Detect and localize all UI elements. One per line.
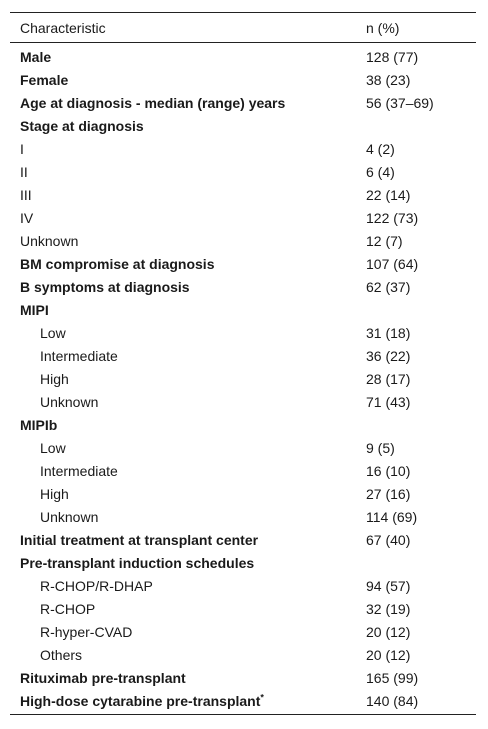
row-label: R-CHOP — [40, 600, 96, 617]
row-label: Male — [20, 48, 52, 65]
table-row — [10, 91, 476, 114]
row-label-cell — [10, 344, 355, 367]
header-row — [10, 13, 476, 43]
row-label: Female — [20, 71, 69, 88]
row-label-cell — [10, 643, 355, 666]
row-label: BM compromise at diagnosis — [20, 255, 215, 272]
table-row — [10, 43, 476, 69]
row-label: High-dose cytarabine pre-transplant — [20, 692, 261, 709]
row-label-cell — [10, 574, 355, 597]
row-value: 38 (23) — [366, 71, 411, 88]
table-row — [10, 390, 476, 413]
row-value — [355, 298, 476, 321]
table-row — [10, 160, 476, 183]
row-label-cell — [10, 620, 355, 643]
row-value: 9 (5) — [366, 439, 395, 456]
table-row — [10, 206, 476, 229]
row-value — [355, 551, 476, 574]
row-label-cell — [10, 275, 355, 298]
table-row — [10, 367, 476, 390]
row-value: 6 (4) — [366, 163, 395, 180]
row-label-cell — [10, 229, 355, 252]
row-label-cell — [10, 666, 355, 689]
row-label: III — [20, 186, 32, 203]
row-label: Age at diagnosis - median (range) years — [20, 94, 286, 111]
row-label-cell — [10, 528, 355, 551]
row-label-cell — [10, 321, 355, 344]
row-label: Intermediate — [40, 347, 118, 364]
row-label-cell — [10, 252, 355, 275]
row-value: 28 (17) — [366, 370, 411, 387]
row-label: Low — [40, 439, 66, 456]
table-row — [10, 689, 476, 715]
row-value: 4 (2) — [366, 140, 395, 157]
table-row — [10, 137, 476, 160]
row-label: IV — [20, 209, 34, 226]
row-label: II — [20, 163, 28, 180]
row-value: 12 (7) — [366, 232, 403, 249]
row-label: High — [40, 485, 69, 502]
row-value — [355, 114, 476, 137]
row-value: 114 (69) — [366, 508, 418, 525]
table-row — [10, 114, 476, 137]
row-label-cell — [10, 367, 355, 390]
table-row — [10, 459, 476, 482]
row-value: 67 (40) — [366, 531, 411, 548]
row-value: 27 (16) — [366, 485, 411, 502]
row-value: 22 (14) — [366, 186, 411, 203]
row-value: 56 (37–69) — [366, 94, 434, 111]
row-label-cell — [10, 206, 355, 229]
row-label: I — [20, 140, 24, 157]
table-row — [10, 643, 476, 666]
row-label-cell — [10, 551, 355, 574]
characteristics-table-container — [10, 12, 476, 715]
row-label: B symptoms at diagnosis — [20, 278, 190, 295]
row-label: High — [40, 370, 69, 387]
row-value: 122 (73) — [366, 209, 419, 226]
table-row — [10, 666, 476, 689]
table-row — [10, 298, 476, 321]
row-value: 128 (77) — [366, 48, 419, 65]
row-label-cell — [10, 160, 355, 183]
row-value: 31 (18) — [366, 324, 411, 341]
table-header — [10, 13, 476, 43]
row-label-cell — [10, 436, 355, 459]
row-label: Pre-transplant induction schedules — [20, 554, 255, 571]
row-label-cell — [10, 183, 355, 206]
characteristics-table — [10, 12, 476, 715]
table-row — [10, 413, 476, 436]
row-label: R-hyper-CVAD — [40, 623, 133, 640]
table-row — [10, 597, 476, 620]
table-row — [10, 482, 476, 505]
table-row — [10, 252, 476, 275]
row-label: Others — [40, 646, 83, 663]
table-row — [10, 528, 476, 551]
row-label: Unknown — [40, 393, 99, 410]
row-label-cell — [10, 68, 355, 91]
row-label: MIPIb — [20, 416, 58, 433]
row-label: Unknown — [20, 232, 79, 249]
row-label: Unknown — [40, 508, 99, 525]
row-label: Low — [40, 324, 66, 341]
row-label-cell — [10, 137, 355, 160]
row-value: 36 (22) — [366, 347, 411, 364]
row-label: Intermediate — [40, 462, 118, 479]
header-characteristic: Characteristic — [10, 13, 355, 43]
row-value: 140 (84) — [366, 692, 419, 709]
table-row — [10, 68, 476, 91]
row-value: 94 (57) — [366, 577, 411, 594]
row-label-cell — [10, 482, 355, 505]
table-body — [10, 43, 476, 715]
row-label-cell — [10, 298, 355, 321]
footnote-marker: * — [260, 691, 264, 702]
table-row — [10, 183, 476, 206]
table-row — [10, 229, 476, 252]
row-value: 16 (10) — [366, 462, 411, 479]
table-row — [10, 574, 476, 597]
row-value — [355, 413, 476, 436]
row-label-cell — [10, 689, 355, 715]
row-label-cell — [10, 91, 355, 114]
row-value: 62 (37) — [366, 278, 411, 295]
row-label-cell — [10, 597, 355, 620]
table-row — [10, 551, 476, 574]
table-row — [10, 321, 476, 344]
row-label-cell — [10, 459, 355, 482]
row-value: 20 (12) — [366, 623, 411, 640]
row-value: 32 (19) — [366, 600, 411, 617]
row-label: Stage at diagnosis — [20, 117, 144, 134]
row-label-cell — [10, 390, 355, 413]
row-label-cell — [10, 114, 355, 137]
header-n-percent: n (%) — [355, 13, 476, 43]
row-value: 71 (43) — [366, 393, 411, 410]
row-value: 20 (12) — [366, 646, 411, 663]
table-row — [10, 436, 476, 459]
table-row — [10, 344, 476, 367]
table-row — [10, 505, 476, 528]
row-label: Initial treatment at transplant center — [20, 531, 259, 548]
row-value: 107 (64) — [366, 255, 419, 272]
row-label: R-CHOP/R-DHAP — [40, 577, 153, 594]
row-label-cell — [10, 43, 355, 69]
table-row — [10, 620, 476, 643]
row-value: 165 (99) — [366, 669, 419, 686]
row-label-cell — [10, 413, 355, 436]
table-row — [10, 275, 476, 298]
row-label: MIPI — [20, 301, 49, 318]
row-label: Rituximab pre-transplant — [20, 669, 186, 686]
row-label-cell — [10, 505, 355, 528]
